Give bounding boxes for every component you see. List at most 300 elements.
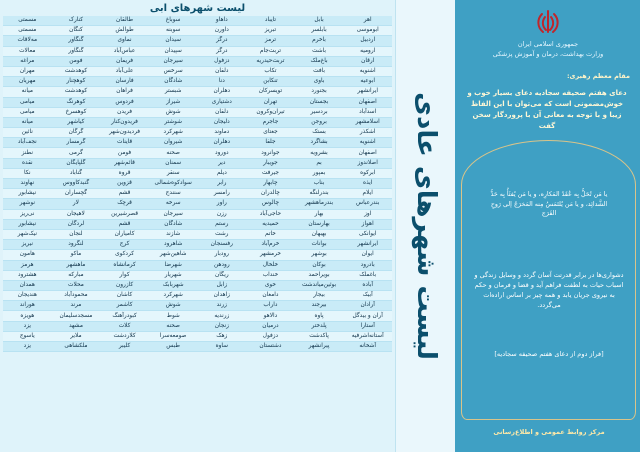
table-cell: تکاب — [246, 66, 295, 76]
table-cell: بوئین‌میاندشت — [295, 280, 344, 290]
table-cell: باغ‌ملک — [295, 56, 344, 66]
table-cell: تربت‌حیدریه — [246, 56, 295, 66]
table-row — [3, 66, 392, 76]
table-cell: نقده — [3, 158, 52, 168]
table-cell: شیراز — [149, 97, 198, 107]
table-cell: سنندج — [149, 189, 198, 199]
table-cell: لنگرود — [52, 240, 101, 250]
table-cell: بجنورد — [295, 87, 344, 97]
table-cell: رودهن — [198, 260, 247, 270]
table-cell: شادگان — [149, 219, 198, 229]
table-cell: صحنه — [149, 321, 198, 331]
table-cell: لردگان — [52, 219, 101, 229]
table-cell: تنکابن — [246, 77, 295, 87]
table-row — [3, 87, 392, 97]
prayer-source: [فراز دوم از دعای هفتم صحیفه سجادیه] — [494, 350, 604, 358]
table-cell: کیاشهر — [52, 117, 101, 127]
table-cell: صحنه — [149, 148, 198, 158]
table-cell: اصفهان — [343, 148, 392, 158]
table-cell: محلات — [52, 280, 101, 290]
table-cell: کلیبر — [100, 342, 149, 352]
table-cell: زرندیه — [198, 311, 247, 321]
table-cell: بهبهان — [295, 229, 344, 239]
table-cell: دهلران — [198, 138, 247, 148]
table-cell: هشترود — [3, 270, 52, 280]
table-cell: تایباد — [246, 16, 295, 26]
table-cell: خنداب — [246, 270, 295, 280]
table-cell: ساوه — [198, 342, 247, 352]
table-cell: درگز — [198, 46, 247, 56]
table-row — [3, 56, 392, 66]
table-row — [3, 199, 392, 209]
table-cell: زابل — [198, 280, 247, 290]
table-cell: سیدان — [149, 36, 198, 46]
table-cell: سنقر — [149, 168, 198, 178]
table-cell: ابوعیه — [343, 77, 392, 87]
table-cell: رودبار — [198, 250, 247, 260]
table-cell: گناباد — [52, 168, 101, 178]
table-cell: قصرشیرین — [100, 209, 149, 219]
table-cell: همدان — [3, 280, 52, 290]
prayer-text-arabic: یا مَن تُحَلُّ بِه عُقَدُ المَکارِه، و یا مَن یُفثَأُ بِه حَدُّ الشَّدائِد، و یا مَن یُلتَمَسُ مِنه المَخرَجُ إلی رَوحِ الفَرَج — [490, 191, 608, 217]
table-cell: فارسان — [100, 77, 149, 87]
table-cell: میانه — [3, 117, 52, 127]
table-cell: کرمانشاه — [100, 260, 149, 270]
table-cell: نهاوند — [3, 179, 52, 189]
table-cell: دالاهو — [246, 311, 295, 321]
table-cell: نائین — [3, 128, 52, 138]
table-cell: علی‌آباد — [100, 66, 149, 76]
table-cell: دهلران — [198, 87, 247, 97]
table-cell: پیرانشهر — [295, 342, 344, 352]
table-row — [3, 342, 392, 352]
footer-text: مرکز روابط عمومی و اطلاع‌رسانی — [493, 428, 605, 436]
table-cell: گلپایگان — [52, 158, 101, 168]
table-cell: ایرانشهر — [343, 87, 392, 97]
table-cell: آران و بیدگل — [343, 311, 392, 321]
table-cell: قشم — [100, 219, 149, 229]
table-cell: سیرجان — [149, 56, 198, 66]
table-cell: ابوموسی — [343, 26, 392, 36]
table-cell: میامی — [3, 97, 52, 107]
table-cell: نی‌ریز — [3, 209, 52, 219]
table-cell: کرج — [100, 240, 149, 250]
table-cell: شهرکرد — [149, 128, 198, 138]
leader-heading: مقام معظم رهبری: — [566, 72, 630, 80]
table-cell: زنجان — [198, 321, 247, 331]
table-cell: گرمسار — [52, 138, 101, 148]
table-cell: جلفا — [246, 138, 295, 148]
table-cell: بهارستان — [295, 219, 344, 229]
table-cell: قزوین — [100, 179, 149, 189]
table-cell: نماوی — [100, 36, 149, 46]
table-cell: فومن — [52, 56, 101, 66]
table-cell: گنبدکاووس — [52, 179, 101, 189]
table-cell: رامسر — [198, 189, 247, 199]
table-cell: اسلامشهر — [343, 117, 392, 127]
table-cell: لار — [52, 199, 101, 209]
table-row — [3, 148, 392, 158]
table-cell: مسجدسلیمان — [52, 311, 101, 321]
table-cell: آباده — [343, 280, 392, 290]
table-row — [3, 240, 392, 250]
table-cell: نوشهر — [3, 199, 52, 209]
table-row — [3, 77, 392, 87]
table-cell: مسمتی — [3, 16, 52, 26]
table-cell: سمنان — [149, 158, 198, 168]
table-cell: کوهرنگ — [52, 97, 101, 107]
table-cell: اوز — [343, 209, 392, 219]
table-cell: چالوس — [246, 199, 295, 209]
table-cell: یزد — [3, 321, 52, 331]
table-cell: خلخال — [246, 260, 295, 270]
table-cell: اشکذر — [343, 128, 392, 138]
table-cell: آستانه‌اشرفیه — [343, 331, 392, 341]
table-cell: ترمز — [246, 36, 295, 46]
table-cell: ارقان — [343, 56, 392, 66]
table-cell: گنگاور — [52, 46, 101, 56]
table-cell: سوادکوه‌شمالی — [149, 179, 198, 189]
table-cell: داورن — [198, 26, 247, 36]
table-cell: مه‌لاقات — [3, 36, 52, 46]
city-list-title: لیست شهرهای ابی — [149, 3, 246, 14]
table-cell: هندیجان — [3, 291, 52, 301]
info-panel — [455, 0, 640, 452]
table-cell: تبریز — [246, 26, 295, 36]
table-row — [3, 46, 392, 56]
table-cell: خرمشهر — [246, 250, 295, 260]
table-cell: لنجان — [52, 229, 101, 239]
table-cell: بیرجند — [295, 301, 344, 311]
table-cell: حاجی‌آباد — [246, 209, 295, 219]
table-row — [3, 219, 392, 229]
table-cell: ایذه — [343, 179, 392, 189]
table-cell: رابر — [198, 179, 247, 189]
table-cell: شهربابک — [149, 280, 198, 290]
table-cell: بردسیر — [295, 107, 344, 117]
city-table — [3, 16, 392, 352]
quote-text: دعای هفتم صحیفه سجادیه دعای بسیار خوب و خوش‌مضمونی است که می‌توان با این الفاظ زیبا و با توجه به معانی آن با پروردگار سخن گفت — [467, 89, 627, 130]
table-cell: درگز — [198, 36, 247, 46]
table-cell: اصفهان — [343, 97, 392, 107]
table-cell: شاهین‌شهر — [149, 250, 198, 260]
table-cell: داراب — [246, 301, 295, 311]
table-cell: شهریار — [149, 270, 198, 280]
table-cell: راور — [198, 199, 247, 209]
table-cell: مهریان — [3, 77, 52, 87]
table-row — [3, 26, 392, 36]
table-cell: مشهد — [52, 321, 101, 331]
table-cell: ماهشهر — [52, 260, 101, 270]
table-cell: کوهدشت — [52, 87, 101, 97]
table-row — [3, 291, 392, 301]
table-cell: فراهان — [100, 87, 149, 97]
table-cell: بندرماهشهر — [295, 199, 344, 209]
table-cell: بروجن — [295, 117, 344, 127]
table-cell: بناب — [295, 179, 344, 189]
table-cell: کازرون — [100, 280, 149, 290]
table-cell: بشاگرد — [295, 138, 344, 148]
table-cell: خاتم — [246, 229, 295, 239]
table-cell: دامغان — [246, 291, 295, 301]
table-cell: فردوس — [100, 97, 149, 107]
table-cell: زرند — [198, 301, 247, 311]
table-cell: رستم — [198, 219, 247, 229]
table-cell: شهرضا — [149, 260, 198, 270]
table-cell: قائم‌شهر — [100, 158, 149, 168]
table-cell: بندرلنگه — [295, 189, 344, 199]
table-cell: معالات — [3, 46, 52, 56]
table-cell: سوباغ — [149, 16, 198, 26]
table-cell: گرگان — [52, 128, 101, 138]
table-cell: دیر — [198, 158, 247, 168]
table-cell: سرخه — [149, 199, 198, 209]
table-cell: مرند — [52, 301, 101, 311]
table-cell: بهار — [295, 209, 344, 219]
table-cell: کنارک — [52, 16, 101, 26]
side-label: لیست شهرهای عادی — [411, 92, 441, 360]
table-cell: نیشابور — [3, 189, 52, 199]
table-cell: پاکدشت — [295, 331, 344, 341]
table-cell: دشتیاری — [198, 97, 247, 107]
table-row — [3, 158, 392, 168]
table-cell: بافت — [295, 66, 344, 76]
table-cell: هامون — [3, 250, 52, 260]
table-cell: شاهرود — [149, 240, 198, 250]
table-row — [3, 229, 392, 239]
table-cell: شازند — [149, 229, 198, 239]
table-cell: ارومیه — [343, 46, 392, 56]
table-row — [3, 270, 392, 280]
table-cell: پلدختر — [295, 321, 344, 331]
table-cell: داهاو — [198, 16, 247, 26]
table-cell: جاجرم — [246, 117, 295, 127]
table-cell: گچساران — [52, 189, 101, 199]
table-cell: مبارکه — [52, 270, 101, 280]
table-cell: دزفول — [198, 56, 247, 66]
table-cell: دنا — [198, 77, 247, 87]
table-cell: هرمز — [3, 260, 52, 270]
table-cell: شبستر — [149, 87, 198, 97]
table-cell: ایوان — [343, 250, 392, 260]
table-cell: کوهسرخ — [52, 107, 101, 117]
table-cell: کوهچنار — [52, 77, 101, 87]
table-cell: کنگان — [52, 26, 101, 36]
table-cell: زاهدان — [198, 291, 247, 301]
table-cell: ایرانشهر — [343, 240, 392, 250]
table-cell: فریدون‌کنار — [100, 117, 149, 127]
table-row — [3, 107, 392, 117]
table-cell: بم — [295, 158, 344, 168]
table-row — [3, 250, 392, 260]
table-cell: میامی — [3, 107, 52, 117]
table-row — [3, 301, 392, 311]
table-cell: جیرفت — [246, 168, 295, 178]
table-cell: بادرود — [343, 260, 392, 270]
table-cell: کوهدشت — [52, 66, 101, 76]
table-cell: نیریز — [3, 240, 52, 250]
table-cell: بابلسر — [295, 26, 344, 36]
table-cell: مسمتی — [3, 26, 52, 36]
table-cell: قروه — [100, 168, 149, 178]
table-cell: شهرکرد — [149, 291, 198, 301]
table-cell: نکا — [3, 168, 52, 178]
table-cell: اشنویه — [343, 66, 392, 76]
table-row — [3, 179, 392, 189]
table-cell: دزفول — [246, 331, 295, 341]
table-cell: ابرکوه — [343, 168, 392, 178]
table-cell: شادگان — [149, 77, 198, 87]
table-cell: اسدآباد — [343, 107, 392, 117]
table-cell: رفسنجان — [198, 240, 247, 250]
table-cell: سوبنه — [149, 26, 198, 36]
table-cell: ایلام — [343, 189, 392, 199]
table-cell: عباس‌آباد — [100, 46, 149, 56]
table-cell: بندرعباس — [343, 199, 392, 209]
table-cell: نجف‌آباد — [3, 138, 52, 148]
table-row — [3, 36, 392, 46]
table-row — [3, 321, 392, 331]
table-cell: باوی — [295, 77, 344, 87]
table-cell: بوانات — [295, 240, 344, 250]
header-line-1: جمهوری اسلامی ایران — [517, 40, 579, 48]
table-cell: کوار — [100, 270, 149, 280]
table-cell: لاهیجان — [52, 209, 101, 219]
table-cell: بجستان — [295, 97, 344, 107]
table-row — [3, 97, 392, 107]
table-cell: نیشابور — [3, 219, 52, 229]
prayer-text-persian: دشواری‌ها در برابر قدرتت آسان گردد و وسایل زندگی و اسباب حیات به لطفت فراهم آید و قضا و فرمان و حکم به نیروی جریان یابد و همه چیز بر اساس اراده‌ات می‌گردد. — [474, 271, 624, 309]
table-cell: زهک — [198, 331, 247, 341]
table-cell: کبودرآهنگ — [100, 311, 149, 321]
table-cell: یاسوج — [3, 331, 52, 341]
table-cell: اشنویه — [343, 138, 392, 148]
table-cell: قاینات — [100, 138, 149, 148]
table-cell: جغتای — [246, 128, 295, 138]
table-row — [3, 138, 392, 148]
table-cell: ملکشاهی — [52, 342, 101, 352]
table-cell: شیروان — [149, 138, 198, 148]
table-cell: گنگاور — [52, 36, 101, 46]
table-cell: نطنز — [3, 148, 52, 158]
table-cell: قشم — [100, 189, 149, 199]
table-row — [3, 189, 392, 199]
table-cell: هویزه — [3, 311, 52, 321]
table-cell: باغملک — [343, 270, 392, 280]
table-cell: شوشتر — [149, 117, 198, 127]
table-cell: طوالش — [100, 26, 149, 36]
table-cell: سیرجان — [149, 209, 198, 219]
table-cell: حمیدیه — [246, 219, 295, 229]
table-cell: فریدن — [100, 107, 149, 117]
table-cell: اردبیل — [343, 36, 392, 46]
table-cell: بوشهر — [295, 250, 344, 260]
table-cell: بویراحمد — [295, 270, 344, 280]
table-cell: کلات — [100, 321, 149, 331]
table-cell: باخرم — [295, 36, 344, 46]
table-cell: رزن — [198, 209, 247, 219]
table-cell: باشت — [295, 46, 344, 56]
table-cell: محمودآباد — [52, 291, 101, 301]
table-cell: تهران — [246, 97, 295, 107]
table-cell: آشخانه — [343, 342, 392, 352]
table-cell: فریمان — [100, 56, 149, 66]
table-cell: تربت‌جام — [246, 46, 295, 56]
table-cell: مهران — [3, 66, 52, 76]
table-cell: دیلم — [198, 168, 247, 178]
table-cell: گرمی — [52, 148, 101, 158]
table-cell: اهر — [343, 16, 392, 26]
table-row — [3, 168, 392, 178]
table-cell: بابل — [295, 16, 344, 26]
table-cell: جویبار — [246, 158, 295, 168]
table-cell: بشرویه — [295, 148, 344, 158]
table-cell: جوانرود — [246, 148, 295, 158]
table-cell: نیک‌شهر — [3, 229, 52, 239]
table-row — [3, 128, 392, 138]
table-cell: شوط — [149, 311, 198, 321]
table-cell: درمیان — [246, 321, 295, 331]
table-cell: دشتستان — [246, 342, 295, 352]
table-row — [3, 331, 392, 341]
table-cell: ملایر — [52, 331, 101, 341]
table-cell: بوکان — [295, 260, 344, 270]
table-cell: شوش — [149, 301, 198, 311]
side-label-box — [395, 0, 456, 452]
table-cell: دلیجان — [198, 117, 247, 127]
table-cell: اصلاندوز — [343, 158, 392, 168]
table-cell: آستارا — [343, 321, 392, 331]
table-cell: طبس — [149, 342, 198, 352]
table-row — [3, 16, 392, 26]
table-row — [3, 260, 392, 270]
table-row — [3, 280, 392, 290]
table-cell: صومعه‌سرا — [149, 331, 198, 341]
table-cell: ماکو — [52, 250, 101, 260]
table-cell: تیران‌وکرون — [246, 107, 295, 117]
table-cell: ایوانکی — [343, 229, 392, 239]
table-cell: شوش — [149, 107, 198, 117]
table-cell: چالدران — [246, 189, 295, 199]
table-cell: دلفان — [198, 66, 247, 76]
table-cell: طالقان — [100, 16, 149, 26]
table-cell: فومن — [100, 148, 149, 158]
table-cell: اهواز — [343, 219, 392, 229]
table-row — [3, 209, 392, 219]
table-cell: سپیدان — [149, 46, 198, 56]
table-cell: کردکوی — [100, 250, 149, 260]
header-line-2: وزارت بهداشت، درمان و آموزش پزشکی — [492, 50, 604, 58]
table-cell: یزد — [3, 342, 52, 352]
table-cell: دورود — [198, 148, 247, 158]
table-cell: بستک — [295, 128, 344, 138]
table-cell: آبیک — [343, 291, 392, 301]
table-cell: بیجار — [295, 291, 344, 301]
table-cell: فردیدون‌شهر — [100, 128, 149, 138]
table-cell: کامیاران — [100, 229, 149, 239]
table-cell: آرادان — [343, 301, 392, 311]
table-cell: هوراند — [3, 301, 52, 311]
table-cell: چابهار — [246, 179, 295, 189]
table-cell: دماوند — [198, 128, 247, 138]
table-cell: سرخس — [149, 66, 198, 76]
table-row — [3, 117, 392, 127]
table-cell: کاشان — [100, 291, 149, 301]
table-cell: رشت — [198, 229, 247, 239]
table-row — [3, 311, 392, 321]
table-cell: کلاردشت — [100, 331, 149, 341]
table-cell: کاشمر — [100, 301, 149, 311]
